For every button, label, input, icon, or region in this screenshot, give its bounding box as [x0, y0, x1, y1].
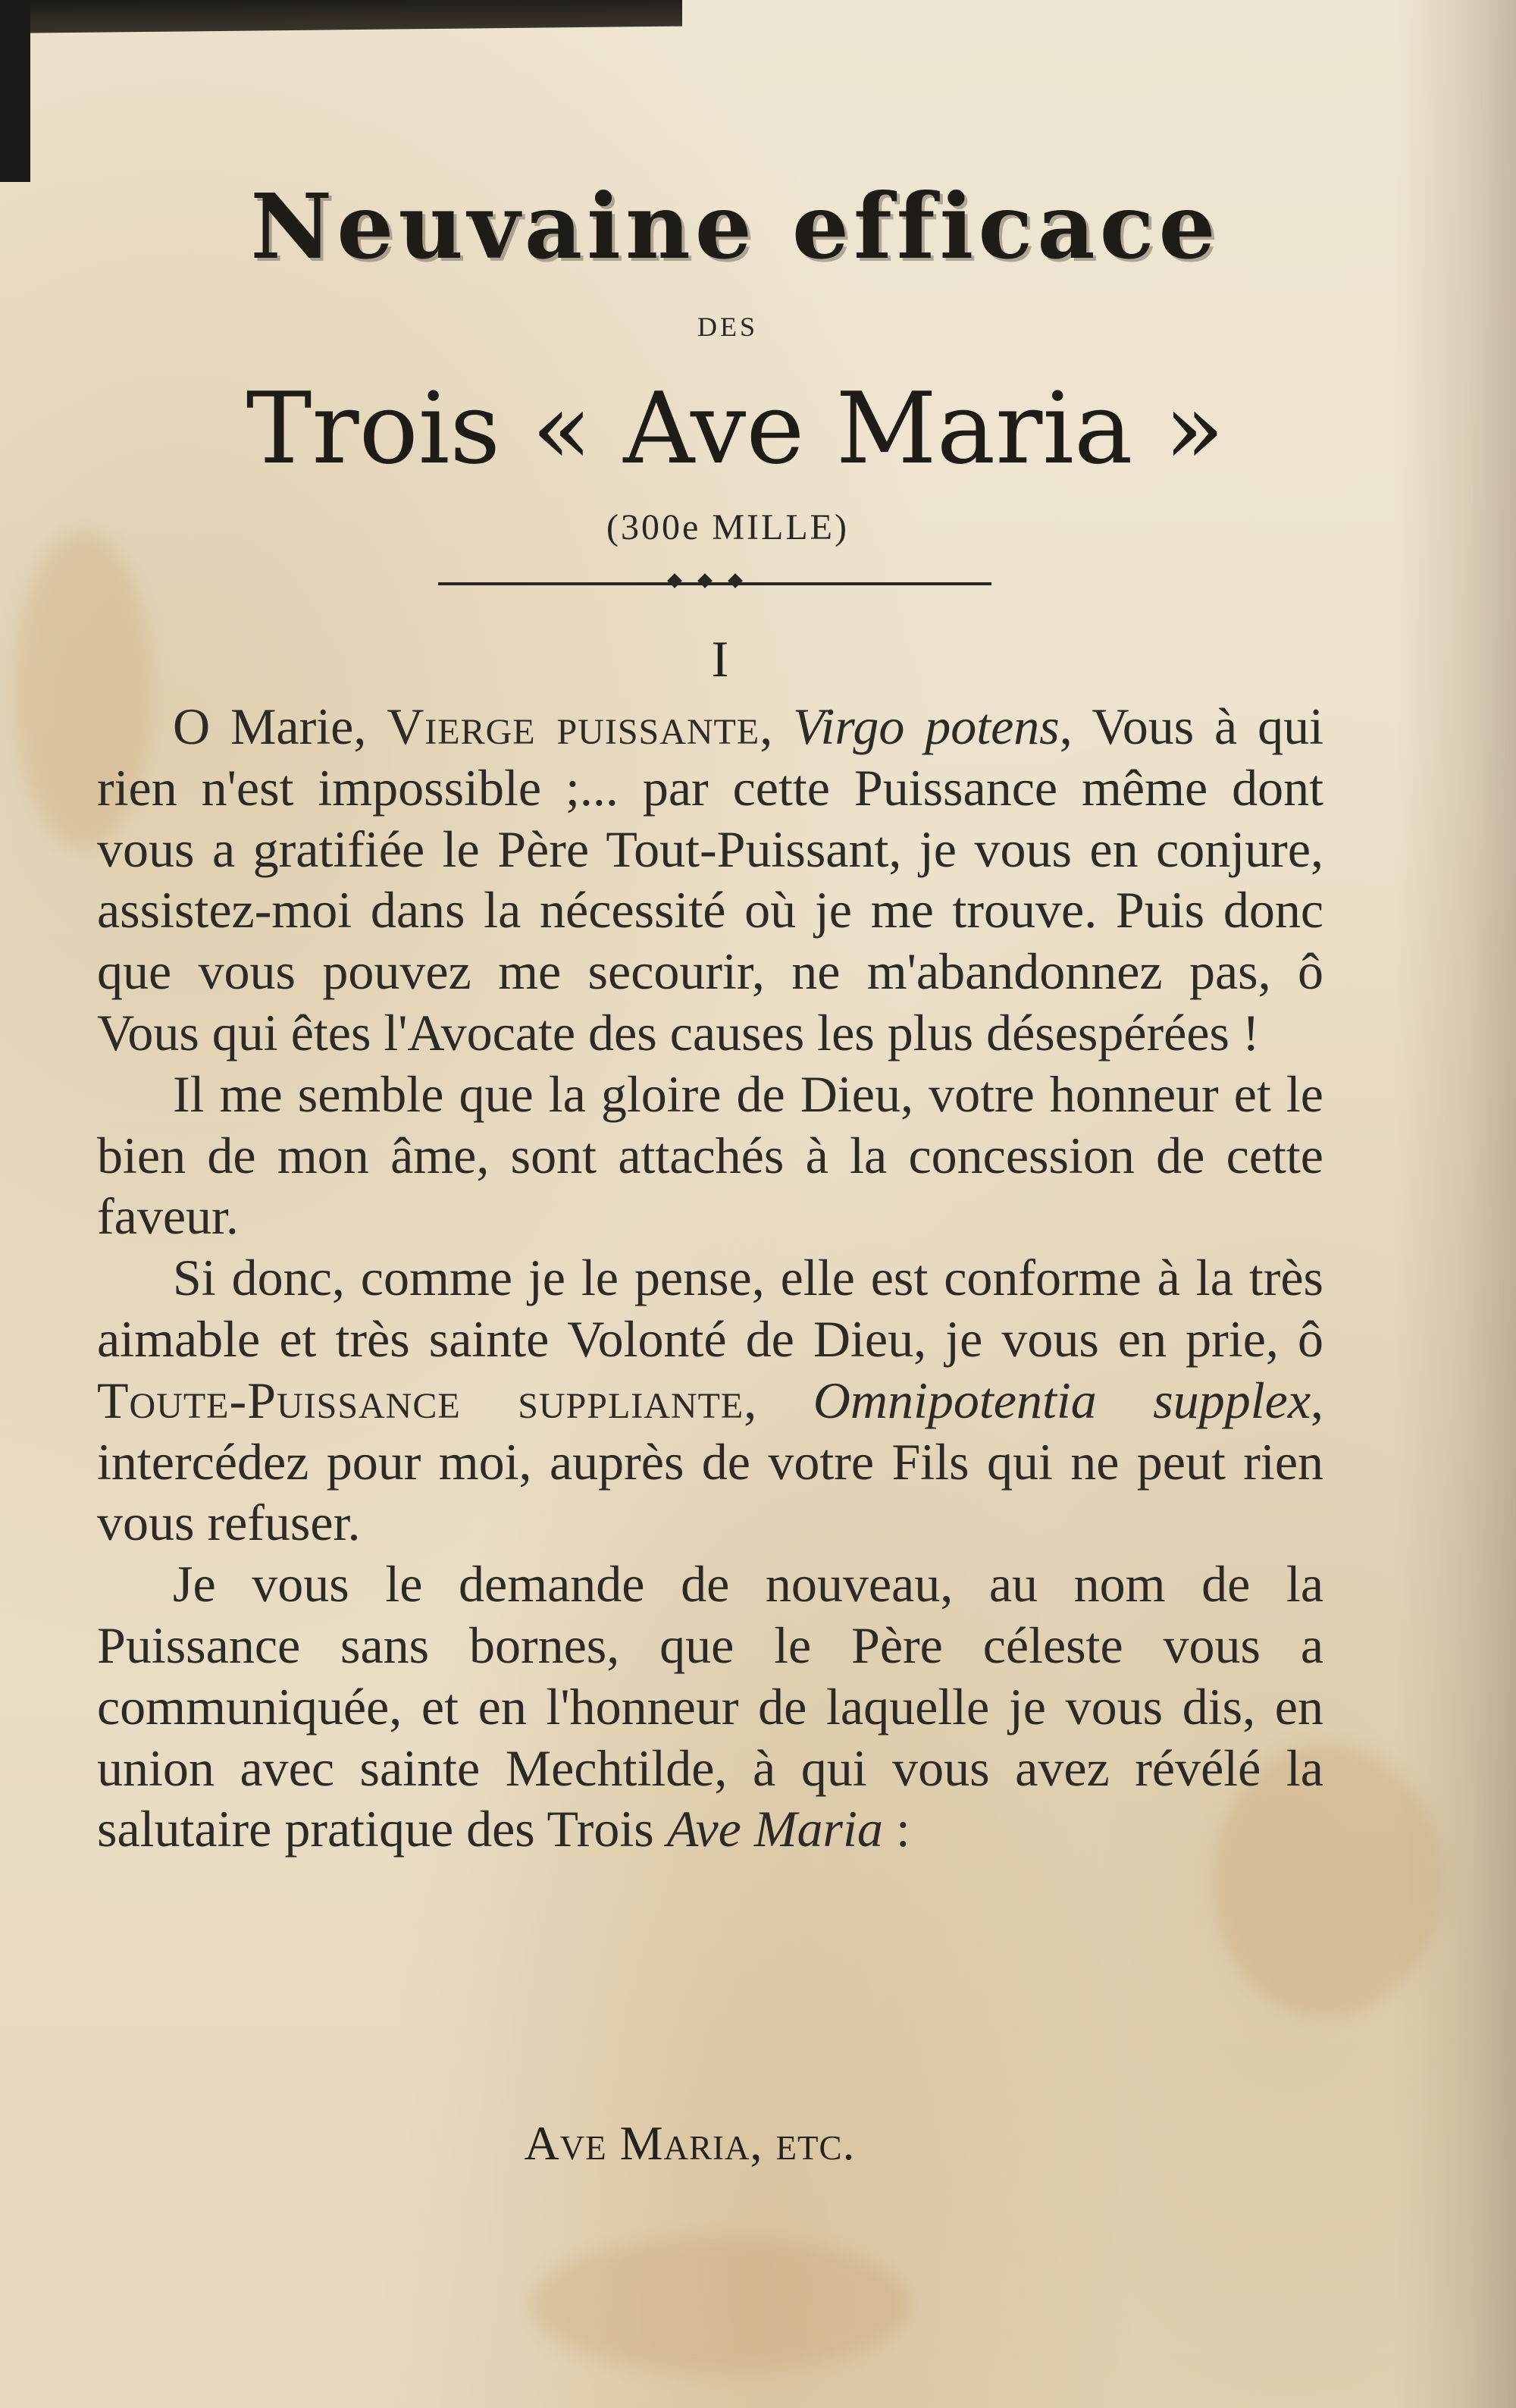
divider-diamond: [728, 573, 743, 588]
paragraph-text: Je vous le demande de nouveau, au nom de la Puissance sans bornes, que le Père céleste vous a communiquée, et en l'honneur de laquelle je vous dis, en union avec sainte Mechtilde, à qui vous avez révélé la salutaire pratique des Trois: [97, 1555, 1323, 1858]
prayer-paragraph-3: [97, 1247, 1323, 1554]
small-caps-phrase: Vierge puissante: [387, 698, 760, 755]
closing-line: Ave Maria, etc.: [524, 2116, 856, 2170]
paragraph-text: , Vous à qui rien n'est impossible ;... par cette Puissance même dont vous a gratifiée le Père Tout-Puissant, je vous en conjure, assistez-moi dans la nécessité où je me trouve. Puis donc que vous pouvez me secourir, ne m'abandonnez pas, ô Vous qui êtes l'Avocate des causes les plus désespérées !: [97, 698, 1323, 1061]
latin-phrase: Virgo potens: [793, 698, 1060, 755]
punctuation: ,: [760, 698, 794, 755]
paper-stain: [531, 2237, 910, 2373]
small-caps-phrase: Toute-Puissance suppliante: [97, 1371, 744, 1429]
dark-corner: [0, 0, 30, 182]
torn-top-edge: [0, 0, 682, 33]
paragraph-text: Si donc, comme je le pense, elle est conforme à la très aimable et très sainte Volonté de Dieu, je vous en prie, ô: [97, 1249, 1323, 1368]
divider-diamond: [697, 573, 713, 588]
page-title: Neuvaine efficace: [250, 174, 1220, 279]
prayer-body: [97, 696, 1323, 1860]
paper-fold-shadow: [1395, 0, 1516, 2408]
punctuation: :: [882, 1800, 910, 1858]
paragraph-text: O Marie,: [173, 698, 387, 755]
prayer-paragraph-4: [97, 1554, 1323, 1860]
prayer-paragraph-1: [97, 696, 1323, 1064]
paragraph-text: , intercédez pour moi, auprès de votre Fils qui ne peut rien vous refuser.: [97, 1371, 1324, 1552]
punctuation: ,: [744, 1371, 813, 1429]
prayer-paragraph-2: Il me semble que la gloire de Dieu, votre honneur et le bien de mon âme, sont attachés à la concession de cette faveur.: [97, 1064, 1323, 1246]
edition-note: (300e MILLE): [606, 507, 849, 547]
latin-phrase: Ave Maria: [666, 1800, 883, 1858]
section-number: I: [711, 630, 729, 688]
title-connector: DES: [697, 312, 758, 342]
divider-line: [438, 582, 991, 585]
latin-phrase: Omnipotentia supplex: [813, 1371, 1311, 1429]
divider-diamond: [667, 573, 682, 588]
page-subtitle: Trois « Ave Maria »: [246, 371, 1225, 486]
